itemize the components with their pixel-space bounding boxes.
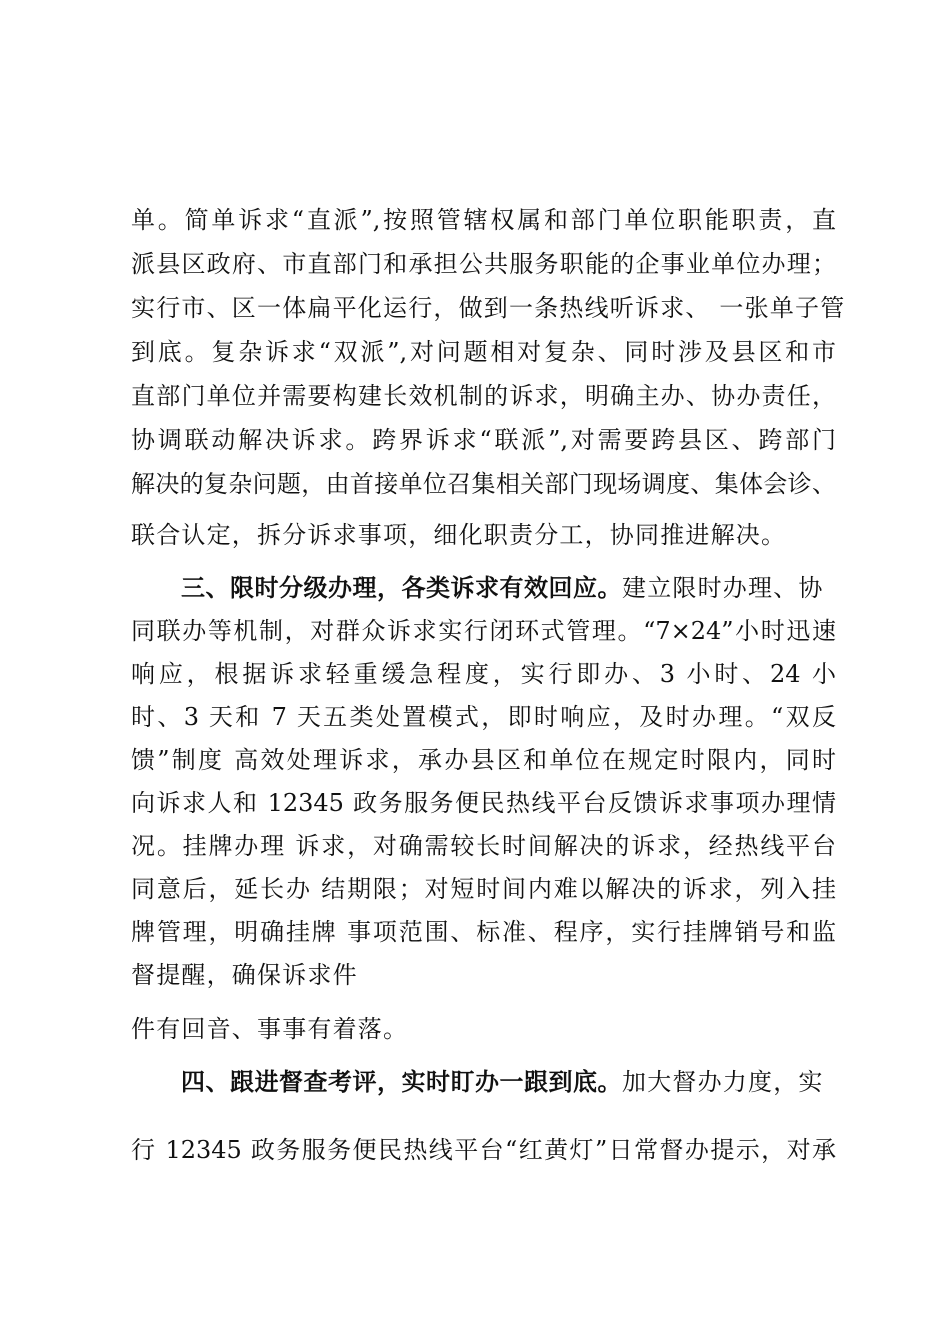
section-heading-line	[181, 1066, 836, 1098]
body-text-line: 向诉求人和 12345 政务服务便民热线平台反馈诉求事项办理情	[131, 789, 836, 817]
body-text-line: 响应，根据诉求轻重缓急程度，实行即办、3 小时、24 小	[131, 660, 836, 688]
body-text: 建立限时办理、协	[622, 574, 824, 602]
body-text-line: 联合认定，拆分诉求事项，细化职责分工，协同推进解决。	[131, 521, 787, 549]
body-text-line: 直部门单位并需要构建长效机制的诉求，明确主办、协办责任，	[131, 382, 836, 410]
body-text-line: 督提醒，确保诉求件	[131, 961, 358, 989]
body-text-line: 时、3 天和 7 天五类处置模式，即时响应，及时办理。“双反	[131, 703, 836, 731]
body-text: 加大督办力度，实	[622, 1068, 824, 1096]
body-text-line: 行 12345 政务服务便民热线平台“红黄灯”日常督办提示，对承	[131, 1136, 836, 1164]
body-text-line: 到底。复杂诉求“双派”,对问题相对复杂、同时涉及县区和市	[131, 338, 836, 366]
body-text-line: 同意后，延长办 结期限；对短时间内难以解决的诉求，列入挂	[131, 875, 836, 903]
section-heading: 三、限时分级办理，各类诉求有效回应。	[181, 574, 622, 602]
body-text-line: 牌管理，明确挂牌 事项范围、标准、程序，实行挂牌销号和监	[131, 918, 836, 946]
body-text-line: 协调联动解决诉求。跨界诉求“联派”,对需要跨县区、跨部门	[131, 426, 836, 454]
section-heading-line	[181, 572, 836, 604]
body-text-line: 派县区政府、市直部门和承担公共服务职能的企事业单位办理；	[131, 250, 836, 278]
section-heading: 四、跟进督查考评，实时盯办一跟到底。	[181, 1068, 622, 1096]
body-text-line: 同联办等机制，对群众诉求实行闭环式管理。“7×24”小时迅速	[131, 617, 836, 645]
body-text-line: 实行市、区一体扁平化运行，做到一条热线听诉求、 一张单子管	[131, 294, 846, 322]
body-text-line: 馈”制度 高效处理诉求，承办县区和单位在规定时限内，同时	[131, 746, 836, 774]
body-text-line: 解决的复杂问题，由首接单位召集相关部门现场调度、集体会诊、	[131, 470, 836, 498]
body-text-line: 单。简单诉求“直派”,按照管辖权属和部门单位职能职责，直	[131, 206, 836, 234]
body-text-line: 件有回音、事事有着落。	[131, 1015, 409, 1043]
body-text-line: 况。挂牌办理 诉求，对确需较长时间解决的诉求，经热线平台	[131, 832, 836, 860]
